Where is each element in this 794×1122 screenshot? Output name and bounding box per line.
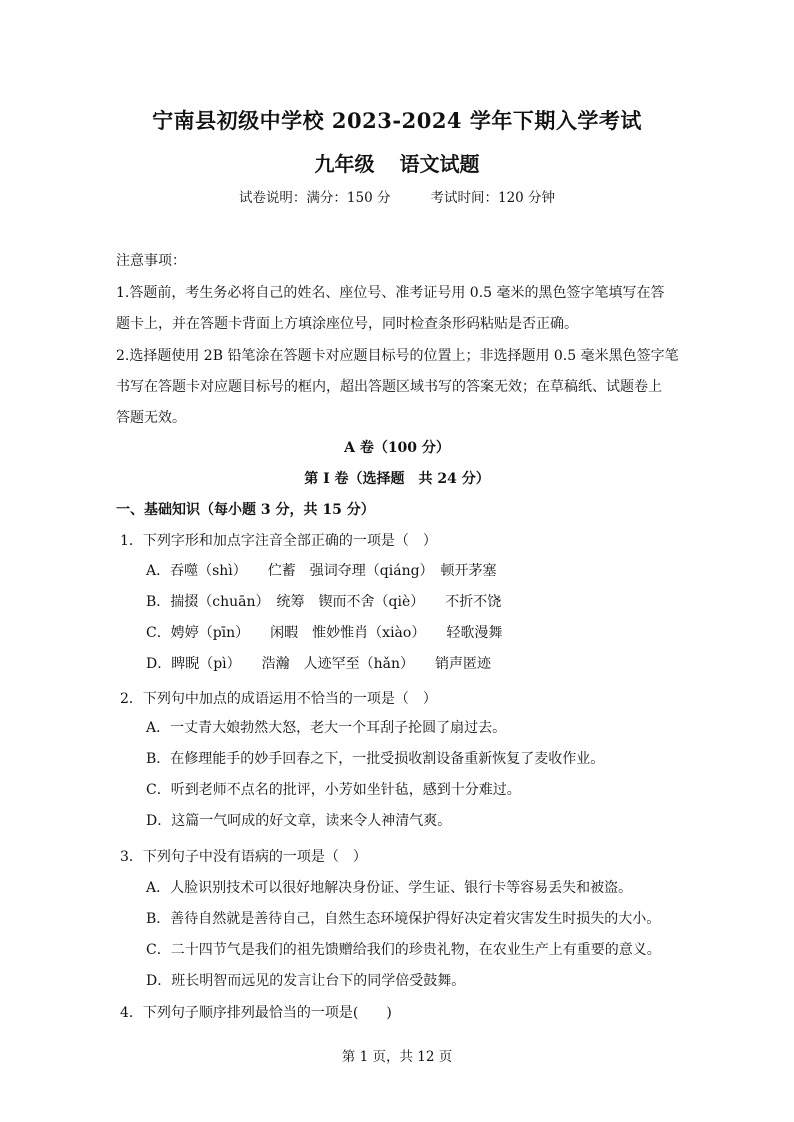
group-one-heading: 一、基础知识（每小题 3 分，共 15 分） <box>116 502 375 518</box>
notice-line: 答题无效。 <box>116 410 186 426</box>
question-option: A．人脸识别技术可以很好地解决身份证、学生证、银行卡等容易丢失和被盗。 <box>146 880 633 896</box>
question-stem: 2．下列句中加点的成语运用不恰当的一项是（ ） <box>120 691 437 707</box>
question-option: A．一丈青大娘勃然大怒，老大一个耳刮子抡圆了扇过去。 <box>146 720 507 736</box>
part-one-heading: 第 I 卷（选择题 共 24 分） <box>304 471 490 487</box>
question-option: D．睥睨（pì） 浩瀚 人迹罕至（hǎn） 销声匿迹 <box>146 656 492 672</box>
notice-line: 书写在答题卡对应题目标号的框内，超出答题区域书写的答案无效；在草稿纸、试题卷上 <box>116 379 662 395</box>
question-option: C．二十四节气是我们的祖先馈赠给我们的珍贵礼物，在农业生产上有重要的意义。 <box>146 942 661 958</box>
notice-line: 题卡上，并在答题卡背面上方填涂座位号，同时检查条形码粘贴是否正确。 <box>116 316 578 332</box>
grade-label: 九年级 <box>314 152 375 176</box>
notice-line: 1.答题前，考生务必将自己的姓名、座位号、准考证号用 0.5 毫米的黑色签字笔填写在答 <box>116 285 665 301</box>
exam-info <box>0 186 794 206</box>
score-info: 试卷说明：满分：150 分 <box>238 190 391 206</box>
notice-heading: 注意事项： <box>116 253 186 269</box>
question-option: C．娉婷（pīn） 闲暇 惟妙惟肖（xiào） 轻歌漫舞 <box>146 625 503 641</box>
question-option: A．吞噬（shì） 伫蓄 强词夺理（qiáng） 顿开茅塞 <box>146 563 497 579</box>
question-option: B．揣掇（chuān） 统筹 锲而不舍（qiè） 不折不饶 <box>146 594 502 610</box>
question-option: C．听到老师不点名的批评，小芳如坐针毡，感到十分难过。 <box>146 782 521 798</box>
question-option: D．这篇一气呵成的好文章，读来令人神清气爽。 <box>146 813 452 829</box>
notice-line: 2.选择题使用 2B 铅笔涂在答题卡对应题目标号的位置上；非选择题用 0.5 毫米黑色签字笔 <box>116 348 679 364</box>
time-info: 考试时间：120 分钟 <box>430 190 556 206</box>
exam-title: 宁南县初级中学校 2023-2024 学年下期入学考试 <box>152 108 642 133</box>
question-option: D．班长明智而远见的发言让台下的同学倍受鼓舞。 <box>146 973 466 989</box>
section-a-heading: A 卷（100 分） <box>344 440 450 456</box>
question-option: B．在修理能手的妙手回春之下，一批受损收割设备重新恢复了麦收作业。 <box>146 751 605 767</box>
page-footer: 第 1 页，共 12 页 <box>341 1049 453 1065</box>
question-option: B．善待自然就是善待自己，自然生态环境保护得好决定着灾害发生时损失的大小。 <box>146 911 661 927</box>
question-stem: 3．下列句子中没有语病的一项是（ ） <box>120 849 367 865</box>
exam-subtitle <box>0 148 794 177</box>
question-stem: 4．下列句子顺序排列最恰当的一项是( ) <box>120 1005 392 1021</box>
subject-label: 语文试题 <box>399 152 480 176</box>
question-stem: 1．下列字形和加点字注音全部正确的一项是（ ） <box>120 533 437 549</box>
